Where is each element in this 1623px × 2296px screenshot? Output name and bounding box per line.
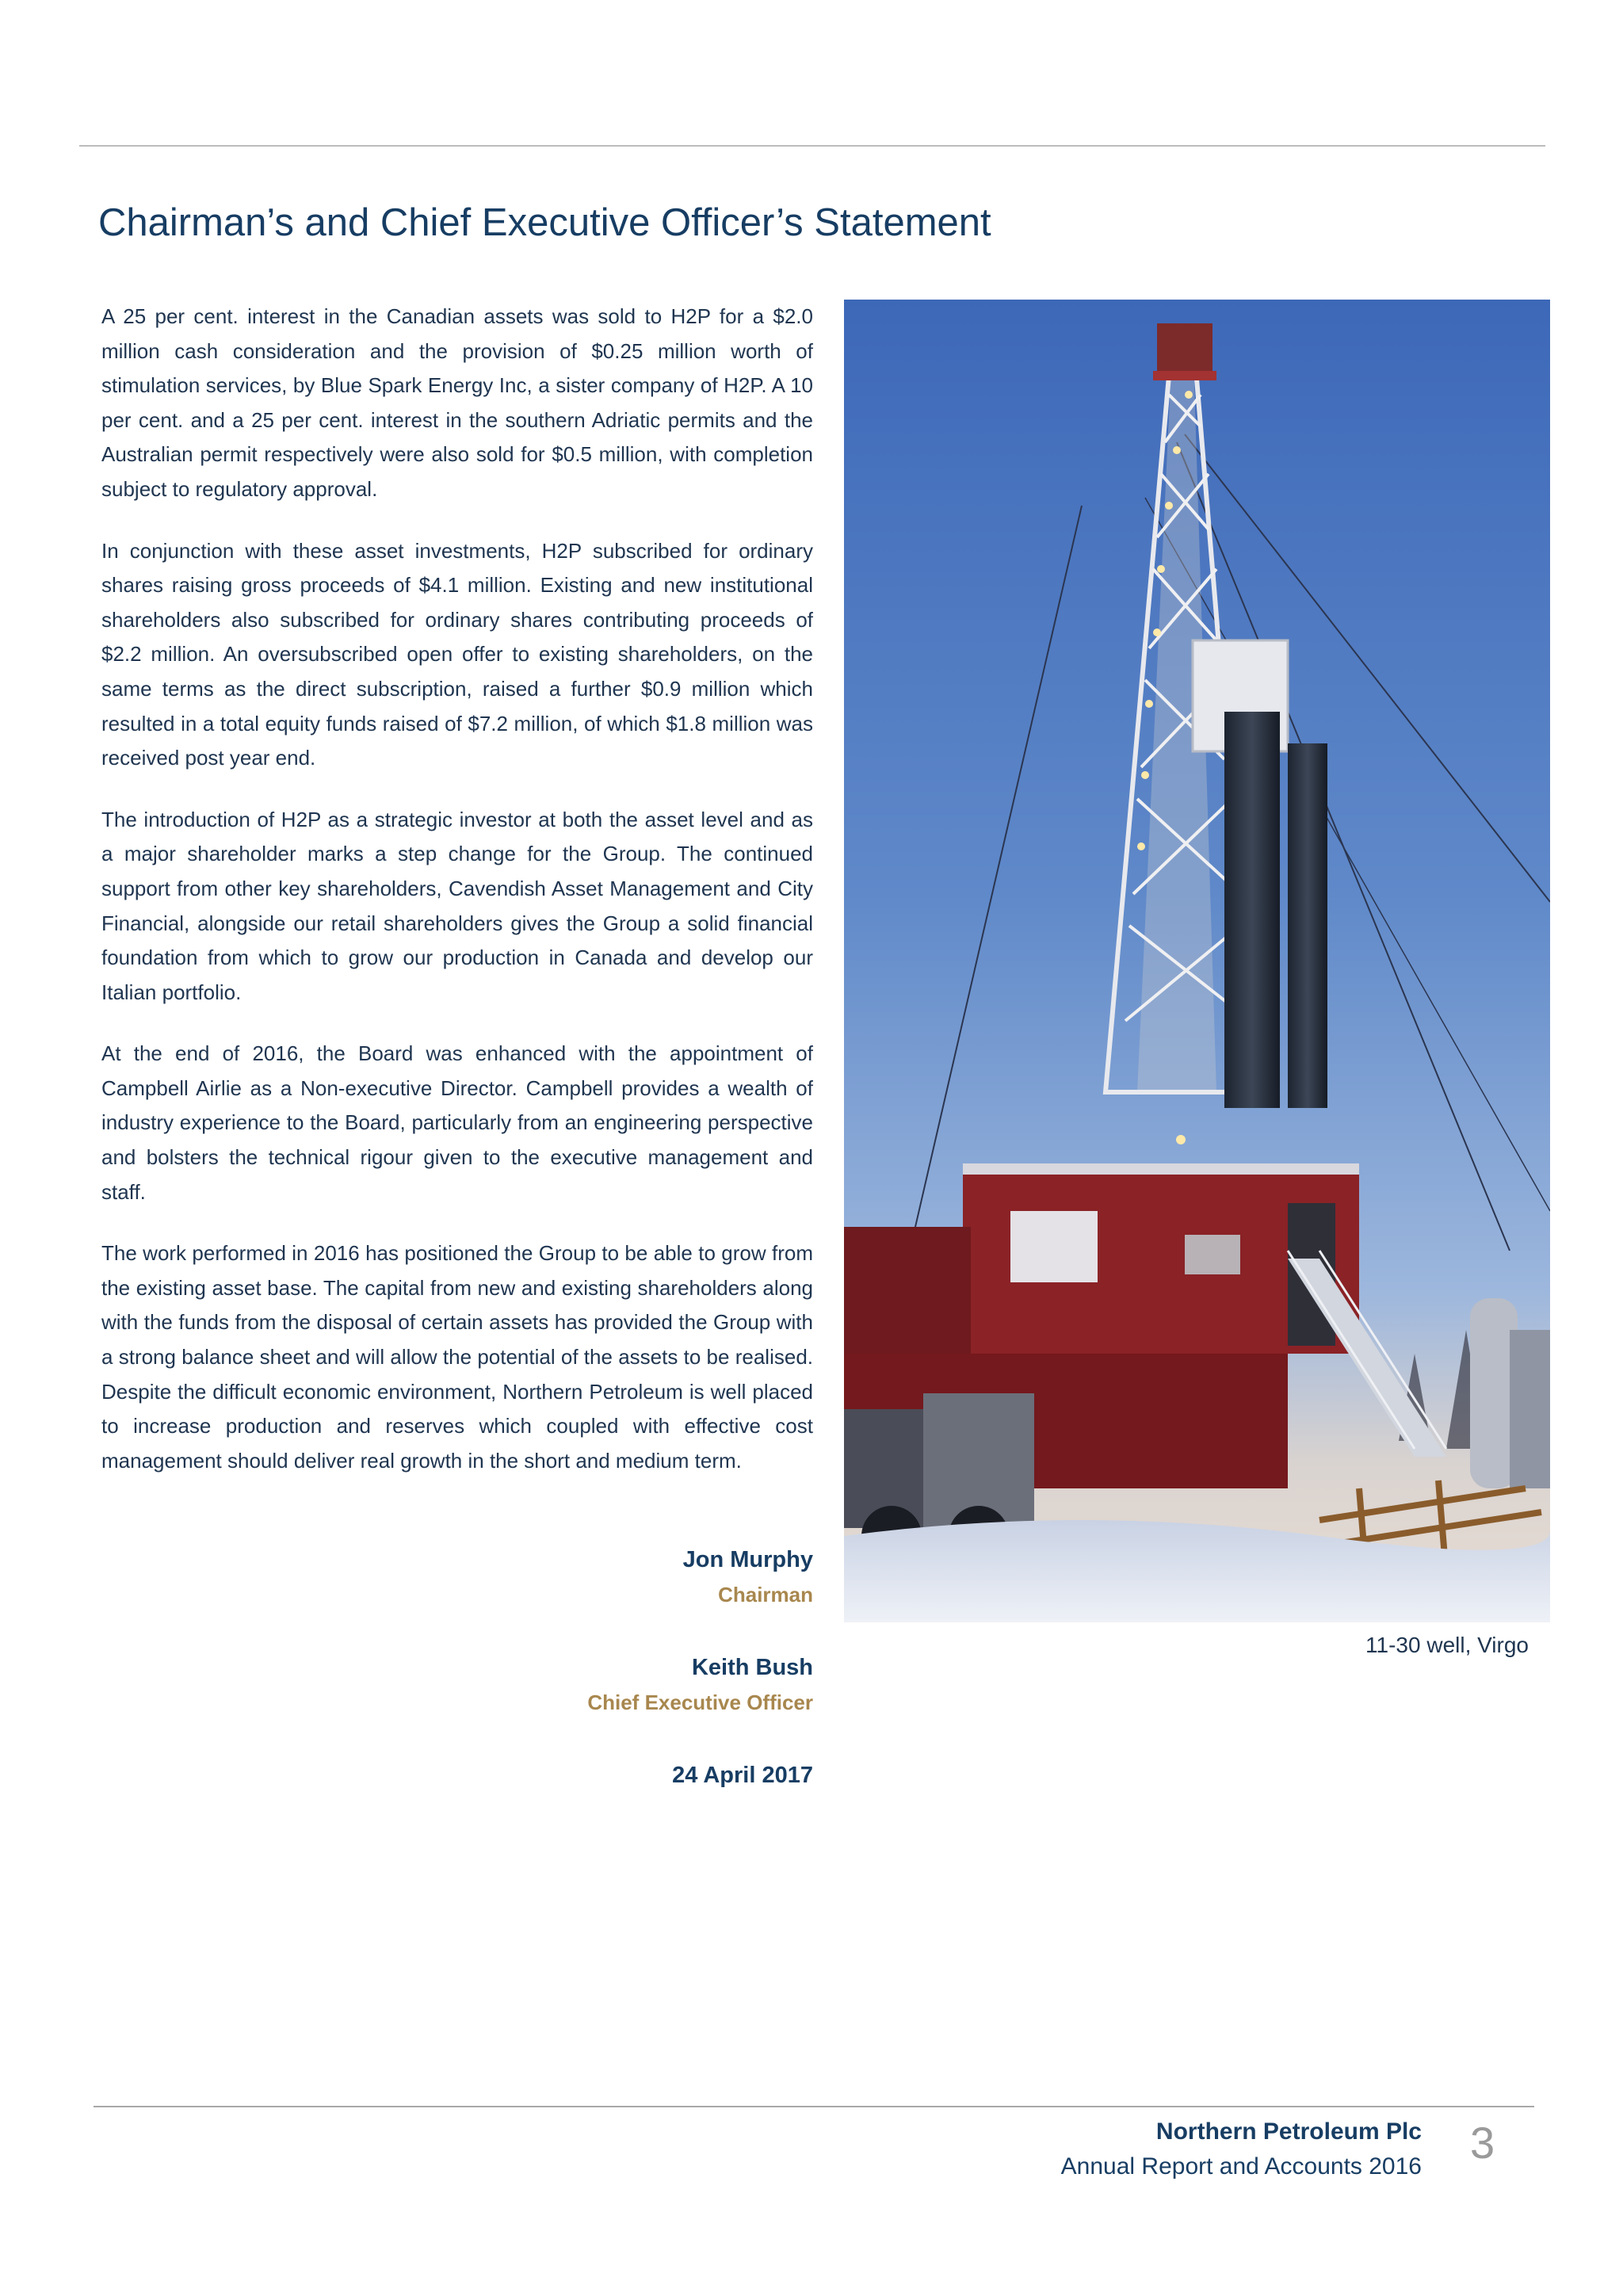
paragraph-4: At the end of 2016, the Board was enhanced with the appointment of Campbell Airlie as a Non-executive Director. Campbell provides a wealth of industry experience to the Board, particularly from an engineering perspective and bolsters the technical rigour given to the executive management and staff.	[101, 1041, 813, 1204]
photo-caption: 11-30 well, Virgo	[1365, 1633, 1529, 1657]
paragraph-5: The work performed in 2016 has positioned the Group to be able to grow from the existing asset base. The capital from new and existing shareholders along with the funds from the disposal of certain assets has provided the Group with a strong balance sheet and will allow the potential of the assets to be realised. Despite the difficult economic environment, Northern Petroleum is well placed to increase production and reserves which coupled with effective cost management should deliver real growth in the short and medium term.	[101, 1241, 813, 1473]
page-number: 3	[1470, 2118, 1495, 2168]
paragraph-1: A 25 per cent. interest in the Canadian assets was sold to H2P for a $2.0 million cash consideration and the provision of $0.25 million worth of stimulation services, by Blue Spark Energy Inc, a sister company of H2P. A 10 per cent. and a 25 per cent. interest in the southern Adriatic permits and the Australian permit respectively were also sold for $0.5 million, with completion subject to regulatory approval.	[101, 304, 813, 501]
chairman-name: Jon Murphy	[682, 1547, 813, 1572]
chairman-role: Chairman	[718, 1583, 813, 1606]
top-divider	[79, 145, 1545, 147]
footer	[1061, 2115, 1422, 2184]
drilling-rig-photo	[844, 300, 1550, 1622]
footer-company: Northern Petroleum Plc	[1155, 2118, 1422, 2145]
paragraph-2: In conjunction with these asset investments, H2P subscribed for ordinary shares raising gross proceeds of $4.1 million. Existing and new institutional shareholders also subscribed for ordinary shares contributing proceeds of $2.2 million. An oversubscribed open offer to existing shareholders, on the same terms as the direct subscription, raised a further $0.9 million which resulted in a total equity funds raised of $7.2 million, of which $1.8 million was received post year end.	[101, 538, 813, 770]
signature-block	[101, 1542, 813, 1793]
statement-body	[101, 300, 813, 1505]
paragraph-3: The introduction of H2P as a strategic investor at both the asset level and as a major shareholder marks a step change for the Group. The continued support from other key shareholders, Cavendish Asset Management and City Financial, alongside our retail shareholders gives the Group a solid financial foundation from which to grow our production in Canada and develop our Italian portfolio.	[101, 807, 813, 1004]
footer-report-title: Annual Report and Accounts 2016	[1060, 2153, 1422, 2179]
page-title: Chairman’s and Chief Executive Officer’s Statement	[98, 201, 991, 244]
statement-date: 24 April 2017	[672, 1763, 813, 1788]
bottom-divider	[94, 2106, 1534, 2107]
ceo-name: Keith Bush	[691, 1655, 813, 1680]
ceo-role: Chief Executive Officer	[587, 1690, 813, 1714]
